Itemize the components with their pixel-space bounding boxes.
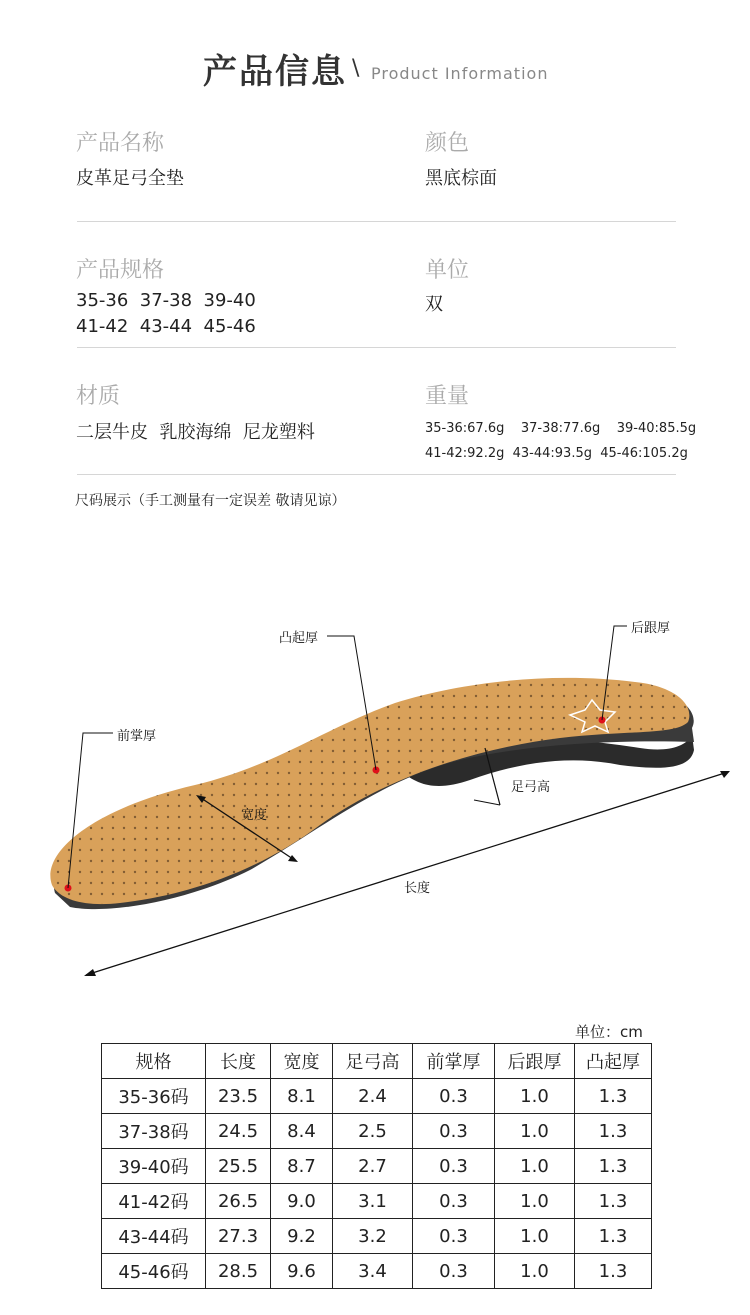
bump-thickness-label: 凸起厚 <box>278 627 319 646</box>
cell-length: 23.5 <box>206 1079 271 1114</box>
cell-forefoot: 0.3 <box>413 1114 495 1149</box>
cell-width: 8.4 <box>271 1114 333 1149</box>
table-row <box>102 1184 652 1219</box>
cell-heel: 1.0 <box>495 1149 575 1184</box>
cell-bump: 1.3 <box>575 1114 652 1149</box>
cell-bump: 1.3 <box>575 1184 652 1219</box>
header-width: 宽度 <box>271 1044 333 1079</box>
heel-thickness-label: 后跟厚 <box>630 617 671 636</box>
header-heel: 后跟厚 <box>495 1044 575 1079</box>
cell-length: 24.5 <box>206 1114 271 1149</box>
size-table <box>101 1043 652 1289</box>
cell-size: 43-44码 <box>102 1219 206 1254</box>
arch-height-label: 足弓高 <box>510 776 551 795</box>
spec-label: 产品规格 <box>76 258 165 283</box>
header-forefoot: 前掌厚 <box>413 1044 495 1079</box>
forefoot-thickness-label: 前掌厚 <box>116 725 157 744</box>
table-header-row <box>102 1044 652 1079</box>
divider <box>77 221 676 222</box>
cell-bump: 1.3 <box>575 1219 652 1254</box>
color-value: 黑底棕面 <box>425 168 497 189</box>
cell-size: 37-38码 <box>102 1114 206 1149</box>
cell-bump: 1.3 <box>575 1079 652 1114</box>
cell-forefoot: 0.3 <box>413 1254 495 1289</box>
cell-size: 39-40码 <box>102 1149 206 1184</box>
cell-arch-height: 2.7 <box>333 1149 413 1184</box>
header-length: 长度 <box>206 1044 271 1079</box>
weight-line-1: 35-36:67.6g 37-38:77.6g 39-40:85.5g <box>425 421 697 436</box>
cell-bump: 1.3 <box>575 1254 652 1289</box>
product-name-value: 皮革足弓全垫 <box>76 168 184 189</box>
cell-heel: 1.0 <box>495 1219 575 1254</box>
table-row <box>102 1079 652 1114</box>
material-label: 材质 <box>76 384 121 409</box>
cell-forefoot: 0.3 <box>413 1079 495 1114</box>
table-row <box>102 1254 652 1289</box>
size-note: 尺码展示（手工测量有一定误差 敬请见谅） <box>75 493 346 509</box>
length-label: 长度 <box>404 881 431 896</box>
cell-forefoot: 0.3 <box>413 1219 495 1254</box>
cell-length: 28.5 <box>206 1254 271 1289</box>
weight-line-2: 41-42:92.2g 43-44:93.5g 45-46:105.2g <box>425 446 688 461</box>
cell-heel: 1.0 <box>495 1114 575 1149</box>
perforation-pattern <box>50 678 689 904</box>
width-label: 宽度 <box>241 808 268 823</box>
cell-forefoot: 0.3 <box>413 1149 495 1184</box>
cell-arch-height: 2.5 <box>333 1114 413 1149</box>
cell-width: 8.7 <box>271 1149 333 1184</box>
cell-arch-height: 3.2 <box>333 1219 413 1254</box>
material-value: 二层牛皮 乳胶海绵 尼龙塑料 <box>76 422 315 443</box>
unit-value: 双 <box>425 294 443 315</box>
color-label: 颜色 <box>425 131 470 156</box>
length-arrow-head <box>84 969 96 976</box>
page-subtitle: Product Information <box>371 64 549 83</box>
cell-length: 26.5 <box>206 1184 271 1219</box>
cell-size: 35-36码 <box>102 1079 206 1114</box>
cell-arch-height: 3.4 <box>333 1254 413 1289</box>
product-name-label: 产品名称 <box>76 131 165 156</box>
header-size: 规格 <box>102 1044 206 1079</box>
header-arch-height: 足弓高 <box>333 1044 413 1079</box>
table-row <box>102 1149 652 1184</box>
cell-size: 41-42码 <box>102 1184 206 1219</box>
insole-diagram <box>0 600 750 990</box>
unit-label: 单位 <box>425 258 470 283</box>
cell-size: 45-46码 <box>102 1254 206 1289</box>
cell-width: 8.1 <box>271 1079 333 1114</box>
spec-line-2: 41-42 43-44 45-46 <box>76 316 256 337</box>
table-row <box>102 1219 652 1254</box>
cell-forefoot: 0.3 <box>413 1184 495 1219</box>
cell-arch-height: 3.1 <box>333 1184 413 1219</box>
cell-heel: 1.0 <box>495 1079 575 1114</box>
page-title: 产品信息 <box>203 52 347 92</box>
spec-line-1: 35-36 37-38 39-40 <box>76 290 256 311</box>
divider <box>77 474 676 475</box>
cell-length: 27.3 <box>206 1219 271 1254</box>
cell-heel: 1.0 <box>495 1184 575 1219</box>
cell-bump: 1.3 <box>575 1149 652 1184</box>
cell-width: 9.6 <box>271 1254 333 1289</box>
cell-length: 25.5 <box>206 1149 271 1184</box>
header-bump: 凸起厚 <box>575 1044 652 1079</box>
table-row <box>102 1114 652 1149</box>
cell-heel: 1.0 <box>495 1254 575 1289</box>
divider <box>77 347 676 348</box>
cell-arch-height: 2.4 <box>333 1079 413 1114</box>
title-separator: \ <box>352 56 360 81</box>
weight-label: 重量 <box>425 384 470 409</box>
table-unit: 单位：cm <box>575 1023 643 1041</box>
cell-width: 9.2 <box>271 1219 333 1254</box>
cell-width: 9.0 <box>271 1184 333 1219</box>
arch-height-tick <box>474 800 500 805</box>
